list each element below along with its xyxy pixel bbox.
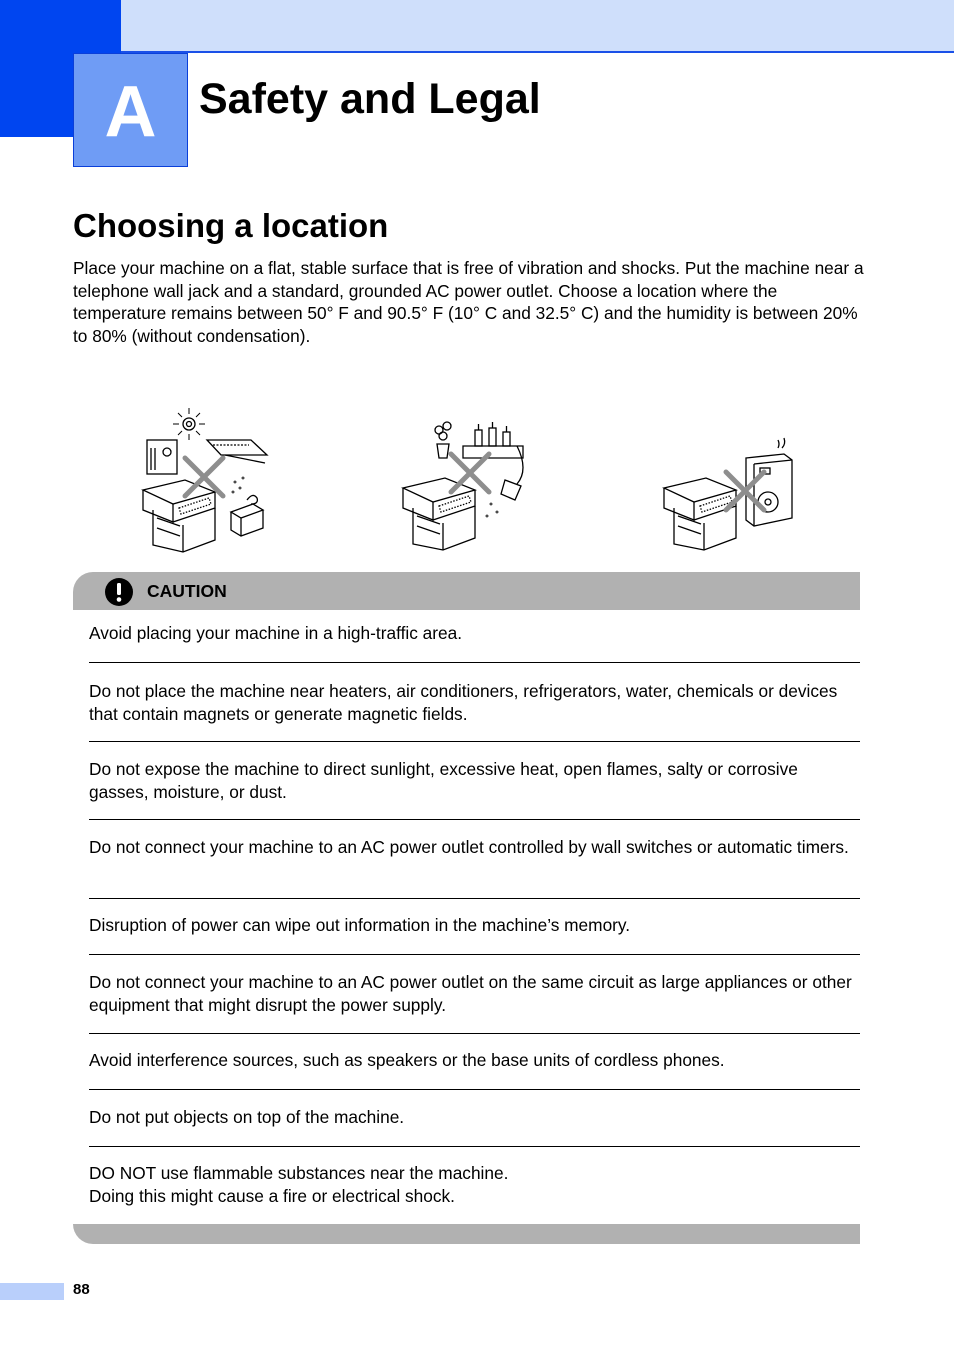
caution-item bbox=[89, 955, 860, 1034]
caution-item bbox=[89, 1034, 860, 1090]
caution-item bbox=[89, 742, 860, 820]
caution-item-text: Do not expose the machine to direct sunlight, excessive heat, open flames, salty or corrosive gasses, moisture, or dust. bbox=[89, 759, 798, 802]
section-heading: Choosing a location bbox=[73, 207, 389, 244]
caution-item-text: Avoid placing your machine in a high-traffic area. bbox=[89, 623, 463, 643]
header-band bbox=[0, 0, 954, 52]
page-tab bbox=[0, 1283, 64, 1300]
caution-item-text: Do not connect your machine to an AC power outlet on the same circuit as large appliances or other equipment that might disrupt the power supply. bbox=[89, 972, 852, 1015]
chapter-letter-box bbox=[73, 53, 188, 167]
caution-item-text: Disruption of power can wipe out information in the machine’s memory. bbox=[89, 915, 631, 935]
caution-item bbox=[89, 663, 860, 742]
caution-item bbox=[89, 1090, 860, 1147]
caution-item bbox=[89, 610, 860, 663]
caution-item-text: Doing this might cause a fire or electrical shock. bbox=[89, 1185, 455, 1206]
machine-near-speaker-prohibited-icon bbox=[660, 400, 800, 555]
caution-item bbox=[89, 820, 860, 899]
caution-header bbox=[73, 572, 860, 610]
caution-label: CAUTION bbox=[147, 581, 227, 601]
caution-item bbox=[89, 899, 860, 955]
caution-list bbox=[89, 610, 860, 1207]
caution-item-text: DO NOT use flammable substances near the machine. bbox=[89, 1163, 509, 1183]
machine-near-heater-sun-and-water-prohibited-icon bbox=[135, 400, 275, 555]
chapter-letter: A bbox=[104, 72, 157, 152]
intro-paragraph: Place your machine on a flat, stable surface that is free of vibration and shocks. Put the machine near a telephone wall jack and a standard, grounded AC power outlet. Choose a location where the temperature remains between 50° F and 90.5° F (10° C and 32.5° C) and the humidity is between 20% to 80% (without condensation). bbox=[73, 258, 864, 346]
header-rule bbox=[121, 51, 954, 53]
exclamation-warning-icon bbox=[105, 578, 133, 606]
caution-item-text: Do not place the machine near heaters, air conditioners, refrigerators, water, chemicals or devices that contain magnets or generate magnetic fields. bbox=[89, 681, 838, 724]
chapter-title: Safety and Legal bbox=[199, 75, 541, 123]
caution-footer-bar bbox=[73, 1224, 860, 1244]
caution-item-text: Avoid interference sources, such as speakers or the base units of cordless phones. bbox=[89, 1050, 725, 1070]
caution-item-text: Do not put objects on top of the machine. bbox=[89, 1107, 405, 1127]
machine-near-chemicals-and-vibration-prohibited-icon bbox=[397, 400, 537, 555]
caution-item-text: Do not connect your machine to an AC power outlet controlled by wall switches or automatic timers. bbox=[89, 837, 849, 857]
caution-item bbox=[89, 1147, 860, 1207]
page-number: 88 bbox=[73, 1281, 90, 1298]
